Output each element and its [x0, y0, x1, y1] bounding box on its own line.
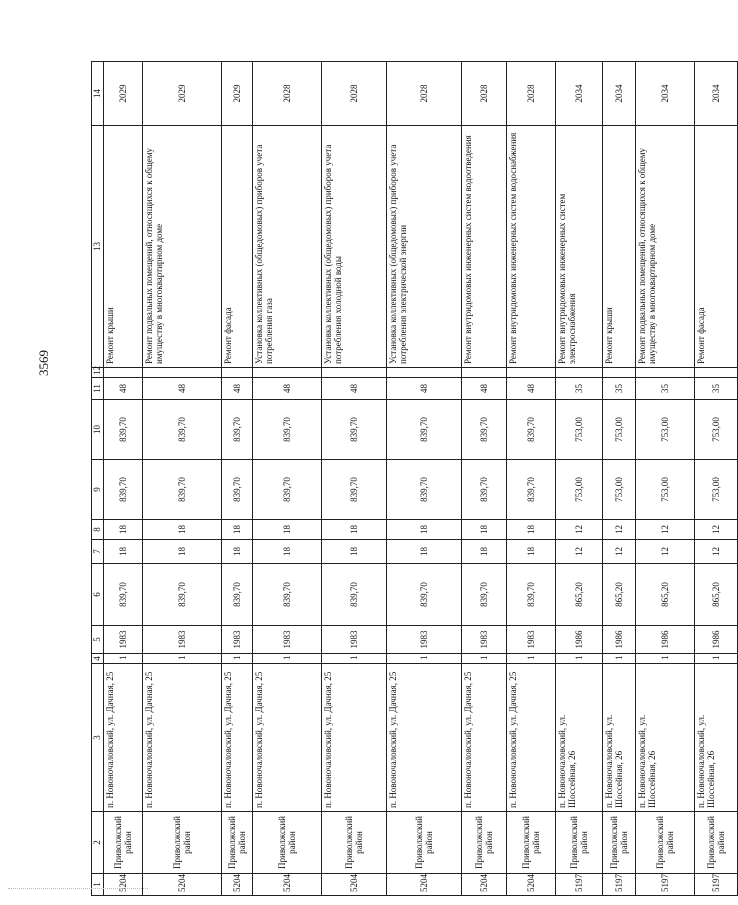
- table-cell: 2028: [253, 62, 322, 126]
- table-cell: п. Новоночаловский, ул. Дачная, 25: [222, 664, 253, 812]
- column-number-cell: 3: [92, 664, 104, 812]
- table-cell: [695, 368, 738, 378]
- table-cell: 48: [507, 378, 556, 400]
- table-cell: 18: [143, 540, 222, 564]
- column-number-cell: 5: [92, 626, 104, 654]
- table-cell: 839,70: [143, 564, 222, 626]
- table-cell: 2029: [104, 62, 143, 126]
- table-cell: 839,70: [507, 564, 556, 626]
- column-number-cell: 13: [92, 126, 104, 368]
- table-cell: Ремонт внутридомовых инженерных систем водоснабжения: [507, 126, 556, 368]
- table-cell: 18: [104, 540, 143, 564]
- table-cell: Приволжский район: [556, 812, 603, 874]
- table-cell: 18: [253, 540, 322, 564]
- table-cell: 753,00: [556, 460, 603, 520]
- table-cell: 12: [556, 540, 603, 564]
- table-row: [462, 62, 507, 896]
- table-cell: 839,70: [387, 400, 462, 460]
- table-cell: 2028: [507, 62, 556, 126]
- table-cell: 12: [603, 540, 636, 564]
- table-cell: Приволжский район: [462, 812, 507, 874]
- table-cell: п. Новоночаловский, ул. Дачная, 25: [143, 664, 222, 812]
- table-cell: [603, 368, 636, 378]
- column-number-cell: 2: [92, 812, 104, 874]
- table-cell: п. Новоночаловский, ул. Дачная, 25: [387, 664, 462, 812]
- table-cell: 2034: [636, 62, 695, 126]
- table-cell: 1983: [104, 626, 143, 654]
- table-cell: 5204: [253, 874, 322, 896]
- table-cell: 839,70: [253, 400, 322, 460]
- table-cell: 5197: [603, 874, 636, 896]
- table-cell: 5204: [222, 874, 253, 896]
- table-cell: Приволжский район: [143, 812, 222, 874]
- table-cell: Приволжский район: [104, 812, 143, 874]
- table-cell: 18: [104, 520, 143, 540]
- table-row: [507, 62, 556, 896]
- table-cell: 839,70: [387, 564, 462, 626]
- table-cell: 35: [636, 378, 695, 400]
- table-cell: 18: [322, 520, 387, 540]
- table-cell: 753,00: [695, 460, 738, 520]
- table-cell: 5204: [462, 874, 507, 896]
- column-number-cell: 11: [92, 378, 104, 400]
- table-cell: 18: [222, 520, 253, 540]
- table-cell: 753,00: [603, 460, 636, 520]
- table-cell: 1: [104, 654, 143, 664]
- table-cell: 839,70: [507, 460, 556, 520]
- table-cell: 18: [462, 540, 507, 564]
- table-cell: Приволжский район: [322, 812, 387, 874]
- table-row: [322, 62, 387, 896]
- table-cell: [507, 368, 556, 378]
- table-cell: 48: [462, 378, 507, 400]
- column-number-cell: 6: [92, 564, 104, 626]
- column-number-cell: 14: [92, 62, 104, 126]
- table-cell: 1: [603, 654, 636, 664]
- table-cell: п. Новоночаловский, ул. Шоссейная, 26: [556, 664, 603, 812]
- table-cell: 865,20: [695, 564, 738, 626]
- table-cell: 12: [636, 520, 695, 540]
- table-cell: Ремонт внутридомовых инженерных систем водоотведения: [462, 126, 507, 368]
- table-cell: [222, 368, 253, 378]
- table-cell: 753,00: [695, 400, 738, 460]
- table-cell: 18: [143, 520, 222, 540]
- table-cell: 35: [603, 378, 636, 400]
- table-cell: 35: [695, 378, 738, 400]
- table-cell: 839,70: [222, 564, 253, 626]
- table-cell: 1986: [636, 626, 695, 654]
- table-cell: 2034: [603, 62, 636, 126]
- table-cell: 18: [387, 540, 462, 564]
- table-cell: 1: [556, 654, 603, 664]
- scan-artifact: [8, 888, 148, 890]
- table-cell: 12: [695, 540, 738, 564]
- table-cell: п. Новоночаловский, ул. Дачная, 25: [104, 664, 143, 812]
- table-cell: Приволжский район: [387, 812, 462, 874]
- table-cell: 839,70: [322, 460, 387, 520]
- table-cell: 1: [222, 654, 253, 664]
- table-cell: 839,70: [462, 400, 507, 460]
- table-cell: 5197: [556, 874, 603, 896]
- table-cell: 1983: [387, 626, 462, 654]
- table-cell: п. Новоночаловский, ул. Дачная, 25: [322, 664, 387, 812]
- table-cell: 5204: [104, 874, 143, 896]
- table-cell: Установка коллективных (общедомовых) приборов учета потребления холодной воды: [322, 126, 387, 368]
- table-cell: Установка коллективных (общедомовых) приборов учета потребления газа: [253, 126, 322, 368]
- table-cell: 839,70: [104, 400, 143, 460]
- table-row: [695, 62, 738, 896]
- table-cell: Приволжский район: [636, 812, 695, 874]
- table-cell: 1: [253, 654, 322, 664]
- table-cell: 12: [603, 520, 636, 540]
- table-cell: 1: [695, 654, 738, 664]
- table-cell: Приволжский район: [222, 812, 253, 874]
- rotated-table-frame: [91, 62, 726, 896]
- table-cell: 5204: [387, 874, 462, 896]
- table-cell: 18: [462, 520, 507, 540]
- table-cell: [556, 368, 603, 378]
- table-cell: 5204: [143, 874, 222, 896]
- table-cell: 839,70: [387, 460, 462, 520]
- table-cell: 865,20: [636, 564, 695, 626]
- column-number-cell: 1: [92, 874, 104, 896]
- table-cell: 35: [556, 378, 603, 400]
- table-cell: 1983: [322, 626, 387, 654]
- table-cell: Приволжский район: [695, 812, 738, 874]
- table-cell: 839,70: [462, 564, 507, 626]
- table-cell: 5197: [695, 874, 738, 896]
- capital-repair-table: [91, 61, 738, 896]
- table-cell: 48: [253, 378, 322, 400]
- column-number-cell: 10: [92, 400, 104, 460]
- table-cell: 1983: [222, 626, 253, 654]
- table-cell: 839,70: [104, 564, 143, 626]
- table-cell: 5204: [322, 874, 387, 896]
- column-number-cell: 4: [92, 654, 104, 664]
- table-cell: 839,70: [322, 400, 387, 460]
- table-cell: 2028: [462, 62, 507, 126]
- table-cell: Ремонт подвальных помещений, относящихся к общему имуществу в многоквартирном доме: [636, 126, 695, 368]
- table-row: [636, 62, 695, 896]
- table-cell: Ремонт внутридомовых инженерных систем электроснабжения: [556, 126, 603, 368]
- table-cell: 865,20: [556, 564, 603, 626]
- table-cell: 753,00: [556, 400, 603, 460]
- column-number-cell: 7: [92, 540, 104, 564]
- table-cell: 1: [462, 654, 507, 664]
- table-cell: 1986: [603, 626, 636, 654]
- table-cell: п. Новоночаловский, ул. Дачная, 25: [253, 664, 322, 812]
- table-cell: [143, 368, 222, 378]
- table-cell: [104, 368, 143, 378]
- table-cell: 839,70: [507, 400, 556, 460]
- table-cell: 1983: [462, 626, 507, 654]
- table-cell: [636, 368, 695, 378]
- table-row: [603, 62, 636, 896]
- table-cell: Ремонт подвальных помещений, относящихся к общему имуществу в многоквартирном доме: [143, 126, 222, 368]
- table-cell: 839,70: [143, 460, 222, 520]
- table-cell: 753,00: [603, 400, 636, 460]
- table-cell: Ремонт фасада: [695, 126, 738, 368]
- table-cell: 839,70: [462, 460, 507, 520]
- table-container: [91, 62, 726, 896]
- column-number-cell: 8: [92, 520, 104, 540]
- table-cell: 753,00: [636, 460, 695, 520]
- table-cell: 18: [507, 520, 556, 540]
- table-cell: 2028: [387, 62, 462, 126]
- table-cell: Приволжский район: [253, 812, 322, 874]
- table-cell: п. Новоночаловский, ул. Шоссейная, 26: [636, 664, 695, 812]
- table-cell: Ремонт фасада: [222, 126, 253, 368]
- table-cell: 1: [387, 654, 462, 664]
- table-cell: 2034: [695, 62, 738, 126]
- column-number-cell: 9: [92, 460, 104, 520]
- table-cell: 1983: [507, 626, 556, 654]
- table-cell: Приволжский район: [603, 812, 636, 874]
- table-row: [104, 62, 143, 896]
- table-cell: 1: [507, 654, 556, 664]
- table-cell: 2034: [556, 62, 603, 126]
- table-cell: 1983: [253, 626, 322, 654]
- table-cell: 12: [695, 520, 738, 540]
- table-cell: 839,70: [253, 460, 322, 520]
- table-row: [556, 62, 603, 896]
- table-cell: [253, 368, 322, 378]
- table-cell: [322, 368, 387, 378]
- table-cell: 18: [387, 520, 462, 540]
- table-cell: 18: [322, 540, 387, 564]
- table-cell: 1: [322, 654, 387, 664]
- table-cell: Ремонт крыши: [104, 126, 143, 368]
- table-cell: 5197: [636, 874, 695, 896]
- table-cell: 865,20: [603, 564, 636, 626]
- table-cell: 12: [556, 520, 603, 540]
- table-cell: 839,70: [322, 564, 387, 626]
- table-cell: 2029: [222, 62, 253, 126]
- table-cell: Ремонт крыши: [603, 126, 636, 368]
- table-cell: 18: [253, 520, 322, 540]
- table-cell: п. Новоночаловский, ул. Дачная, 25: [462, 664, 507, 812]
- table-cell: [387, 368, 462, 378]
- table-cell: 2028: [322, 62, 387, 126]
- table-cell: 1983: [143, 626, 222, 654]
- table-cell: 839,70: [104, 460, 143, 520]
- table-cell: 12: [636, 540, 695, 564]
- table-cell: 48: [104, 378, 143, 400]
- table-cell: 1: [636, 654, 695, 664]
- table-cell: 18: [507, 540, 556, 564]
- table-cell: 48: [322, 378, 387, 400]
- table-cell: 1986: [695, 626, 738, 654]
- table-row: [143, 62, 222, 896]
- table-cell: Приволжский район: [507, 812, 556, 874]
- table-cell: 839,70: [222, 400, 253, 460]
- table-cell: 5204: [507, 874, 556, 896]
- page-number: 3569: [36, 350, 51, 376]
- column-number-cell: 12: [92, 368, 104, 378]
- table-cell: 2029: [143, 62, 222, 126]
- table-header-row: [92, 62, 104, 896]
- table-cell: 839,70: [143, 400, 222, 460]
- table-row: [387, 62, 462, 896]
- table-cell: 839,70: [222, 460, 253, 520]
- table-cell: 1: [143, 654, 222, 664]
- table-cell: 48: [143, 378, 222, 400]
- table-cell: п. Новоночаловский, ул. Шоссейная, 26: [695, 664, 738, 812]
- table-cell: 48: [222, 378, 253, 400]
- table-cell: 1986: [556, 626, 603, 654]
- table-cell: 48: [387, 378, 462, 400]
- table-row: [222, 62, 253, 896]
- table-cell: [462, 368, 507, 378]
- table-cell: 839,70: [253, 564, 322, 626]
- table-cell: 18: [222, 540, 253, 564]
- table-cell: п. Новоночаловский, ул. Шоссейная, 26: [603, 664, 636, 812]
- table-row: [253, 62, 322, 896]
- table-cell: 753,00: [636, 400, 695, 460]
- table-cell: Установка коллективных (общедомовых) приборов учета потребления электрической энергии: [387, 126, 462, 368]
- table-cell: п. Новоночаловский, ул. Дачная, 25: [507, 664, 556, 812]
